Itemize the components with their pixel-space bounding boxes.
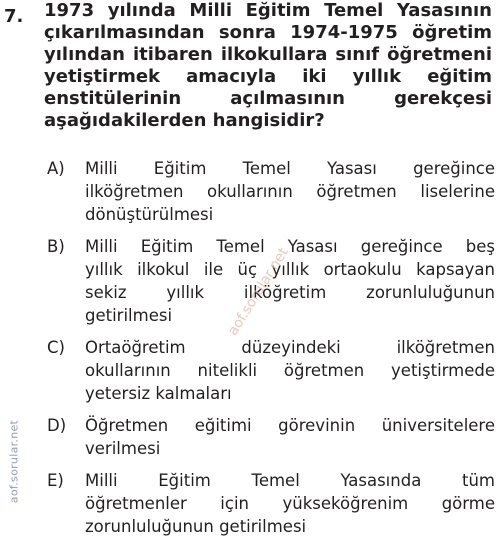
option-letter: B) [47,237,65,256]
question-stem-line: yetiştirmek amacıyla iki yıllık eğitim [44,66,492,87]
option-line: öğretmenler için yükseköğrenim görme [85,494,495,513]
option-letter: A) [47,159,65,178]
question-stem-line: 1973 yılında Milli Eğitim Temel Yasasının [44,0,492,21]
option-line: yıllık ilkokul ile üç yıllık ortaokulu kapsayan [85,260,495,279]
option-letter: E) [47,471,64,490]
question-stem [44,0,492,132]
option-line: okullarının nitelikli öğretmen yetiştirmede [85,361,495,380]
option-line: zorunluluğunun getirilmesi [85,517,307,536]
option-line: ilköğretmen okullarının öğretmen liselerine [85,182,495,201]
option-text [85,235,495,327]
option-letter: C) [47,338,65,357]
side-watermark: aof.sorular.net [7,419,21,504]
option-a[interactable] [47,157,495,226]
question-stem-line: aşağıdakilerden hangisidir? [44,110,325,131]
question-number: 7. [4,6,24,27]
option-text [85,157,495,226]
option-line: Milli Eğitim Temel Yasası gereğince [85,159,495,178]
option-line: yetersiz kalmaları [85,384,232,403]
question-stem-line: çıkarılmasından sonra 1974-1975 öğretim [44,22,492,43]
option-line: sekiz yıllık ilköğretim zorunluluğunun [85,283,495,302]
option-d[interactable] [47,414,495,460]
option-line: dönüştürülmesi [85,205,214,224]
option-e[interactable] [47,469,495,538]
question-stem-line: enstitülerinin açılmasının gerekçesi [44,88,492,109]
diagonal-watermark: aof.sorular.net [225,244,292,339]
option-text [85,469,495,538]
option-line: verilmesi [85,439,161,458]
option-text [85,336,495,405]
option-text [85,414,495,460]
option-line: Ortaöğretim düzeyindeki ilköğretmen [85,338,495,357]
option-line: Milli Eğitim Temel Yasası gereğince beş [85,237,495,256]
option-line: Milli Eğitim Temel Yasasında tüm [85,471,495,490]
option-c[interactable] [47,336,495,405]
question-stem-line: yılından itibaren ilkokullara sınıf öğretmeni [44,44,492,65]
option-letter: D) [47,416,67,435]
option-line: Öğretmen eğitimi görevinin üniversitelere [85,416,495,435]
answer-options [47,157,495,547]
option-line: getirilmesi [85,306,173,325]
